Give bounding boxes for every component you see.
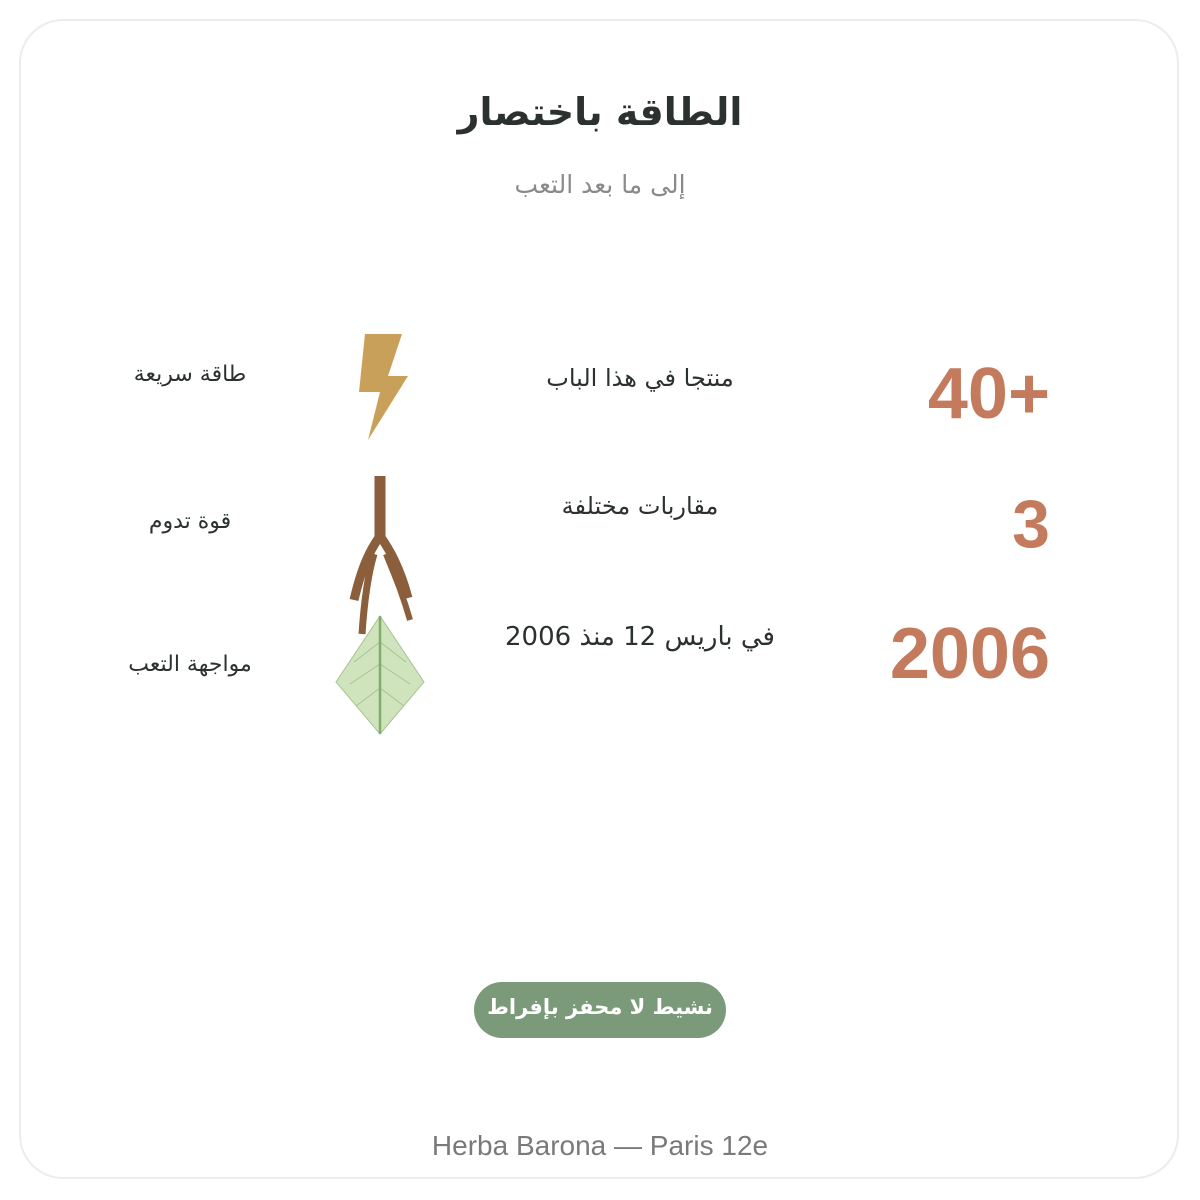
feature-label-fast-energy: طاقة سريعة xyxy=(133,362,247,387)
lightning-icon xyxy=(356,332,412,442)
footer-brand: Herba Barona — Paris 12e xyxy=(431,1130,769,1161)
stat-label-products: منتجا في هذا الباب xyxy=(546,364,734,392)
leaf-icon xyxy=(334,612,426,738)
cta-badge[interactable]: نشيط لا محفز بإفراط xyxy=(474,982,726,1038)
stat-label-approaches: مقاربات مختلفة xyxy=(561,492,719,520)
feature-label-fight-fatigue: مواجهة التعب xyxy=(128,652,252,677)
stat-number-products: 40+ xyxy=(927,354,1050,434)
page-subtitle: إلى ما بعد التعب xyxy=(514,170,686,199)
stat-number-approaches: 3 xyxy=(1012,486,1050,562)
stat-number-year: 2006 xyxy=(889,614,1050,694)
page-title: الطاقة باختصار xyxy=(457,90,743,134)
feature-label-lasting-strength: قوة تدوم xyxy=(148,509,232,534)
stat-label-year: في باريس 12 منذ 2006 xyxy=(505,622,775,652)
